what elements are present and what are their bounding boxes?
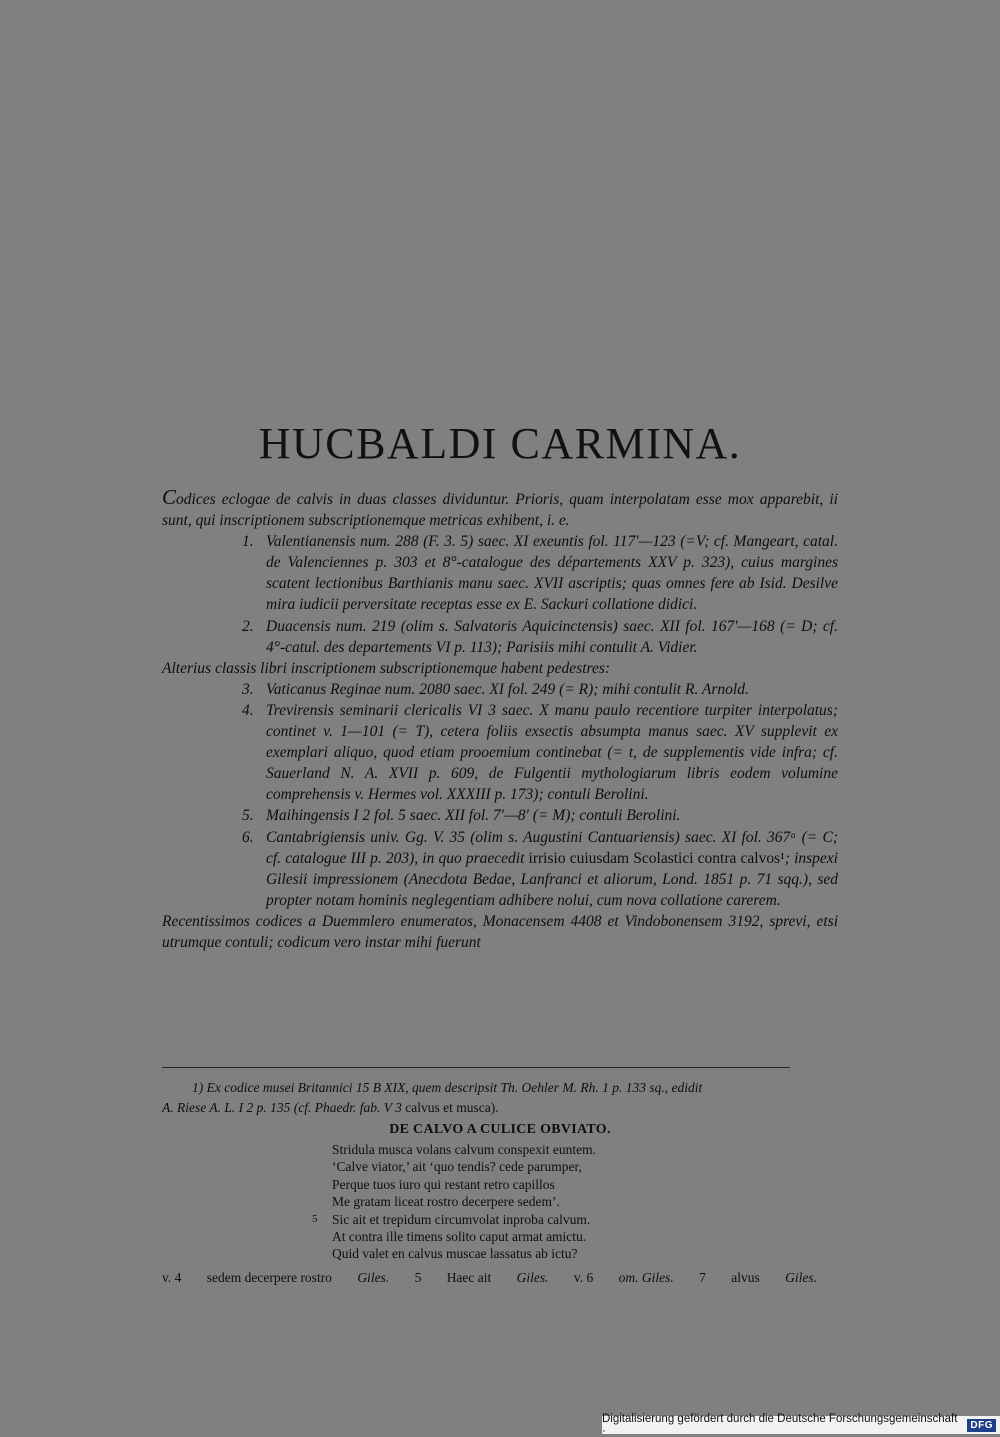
list-item: 6. Cantabrigiensis univ. Gg. V. 35 (olim s. Augustini Cantuariensis) saec. XI fol. 367ᵃ (= C; cf. catalogue III p. 203), in quo praecedit irrisio cuiusdam Scolastici contra calvos¹; inspexi Gilesii impressionem (Anecdota Bedae, Lanfranci et aliorum, Lond. 1851 p. 71 sqq.), sed propter notam hominis neglegentiam adhibere nolui, cum nova collatione carerem. [242, 828, 838, 909]
intro-text: odices eclogae de calvis in duas classes dividuntur. Prioris, quam interpolatam esse mox apparebit, ii sunt, qui inscriptionem subscriptionemque metricas exhibent, i. e. [162, 491, 838, 530]
list-item: 5. Maihingensis I 2 fol. 5 saec. XII fol. 7′—8′ (= M); contuli Berolini. [242, 807, 681, 825]
verse-line: Perque tuos iuro qui restant retro capillos [332, 1176, 555, 1192]
footnote-divider [162, 1067, 790, 1068]
verse-line: Me gratam liceat rostro decerpere sedem’. [332, 1194, 560, 1210]
verse-line: Stridula musca volans calvum conspexit euntem. [332, 1142, 596, 1157]
apparatus-entry: v. 6 om. Giles. [573, 1270, 674, 1285]
apparatus-entry: 7 alvus Giles. [699, 1270, 818, 1285]
alterius-paragraph: Alterius classis libri inscriptionem subscriptionemque habent pedestres: [162, 659, 611, 677]
page-title: HUCBALDI CARMINA. [258, 419, 742, 468]
apparatus-entry: 5 Haec ait Giles. [414, 1270, 549, 1285]
verse-line: At contra ille timens solito caput armat amictu. [332, 1229, 587, 1245]
list-item: 3. Vaticanus Reginae num. 2080 saec. XI fol. 249 (= R); mihi contulit R. Arnold. [242, 680, 749, 698]
main-text [162, 487, 838, 953]
list-item: 4. Trevirensis seminarii clericalis VI 3 saec. X manu paulo recentiore turpiter interpolatus; continet v. 1—101 (= T), cetera foliis exsectis absumpta manus saec. XV supplevit ex exemplari aliquo, quod etiam prooemium continebat (= t, de supplementis vide infra; cf. Sauerland N. A. XVII p. 609, de Fulgentii mythologiarum libris eodem volumine comprehensis v. Hermes vol. XXXIII p. 173); contuli Berolini. [242, 701, 838, 804]
list-item: 2. Duacensis num. 219 (olim s. Salvatoris Aquicinctensis) saec. XII fol. 167′—168 (= D; cf. 4°-catul. des departements VI p. 113); Parisiis mihi contulit A. Vidier. [242, 617, 838, 656]
poem [312, 1141, 692, 1263]
footnote: 1) Ex codice musei Britannici 15 B XIX, quem descripsit Th. Oehler M. Rh. 1 p. 133 sq., edidit A. Riese A. L. I 2 p. 135 (cf. Phaedr. fab. V 3 calvus et musca). [162, 1080, 703, 1115]
footer-text: Digitalisierung gefördert durch die Deutsche Forschungsgemeinschaft · [602, 1413, 958, 1437]
apparatus-entry: v. 4 sedem decerpere rostro Giles. [162, 1270, 390, 1285]
verse-line: Quid valet en calvus muscae lassatus ab ictu? [332, 1246, 578, 1262]
closing-paragraph: Recentissimos codices a Duemmlero enumeratos, Monacensem 4408 et Vindobonensem 3192, sprevi, etsi utrumque contuli; codicum vero instar mihi fuerunt [162, 912, 838, 951]
intro-paragraph [162, 487, 838, 531]
poem-title: DE CALVO A CULICE OBVIATO. [389, 1122, 611, 1137]
critical-apparatus [162, 1270, 838, 1286]
verse-line: ‘Calve viator,’ ait ‘quo tendis? cede parumper, [332, 1159, 582, 1175]
verse-line: 5 Sic ait et trepidum circumvolat inproba calvum. [312, 1211, 591, 1227]
dfg-logo-icon: DFG [967, 1419, 996, 1432]
list-item: 1. Valentianensis num. 288 (F. 3. 5) saec. XI exeuntis fol. 117′—123 (=V; cf. Mangeart, catal. de Valenciennes p. 303 et 8°-catalogue des départements XXV p. 323), cuius margines scatent lectionibus Barthianis manu saec. XVII ascriptis; quas omnes fere ab Isid. Desilve mira iudicii perversitate receptas esse ex E. Sackuri collatione didici. [242, 533, 838, 614]
drop-initial: C [162, 485, 177, 509]
funding-footer [602, 1413, 1000, 1437]
